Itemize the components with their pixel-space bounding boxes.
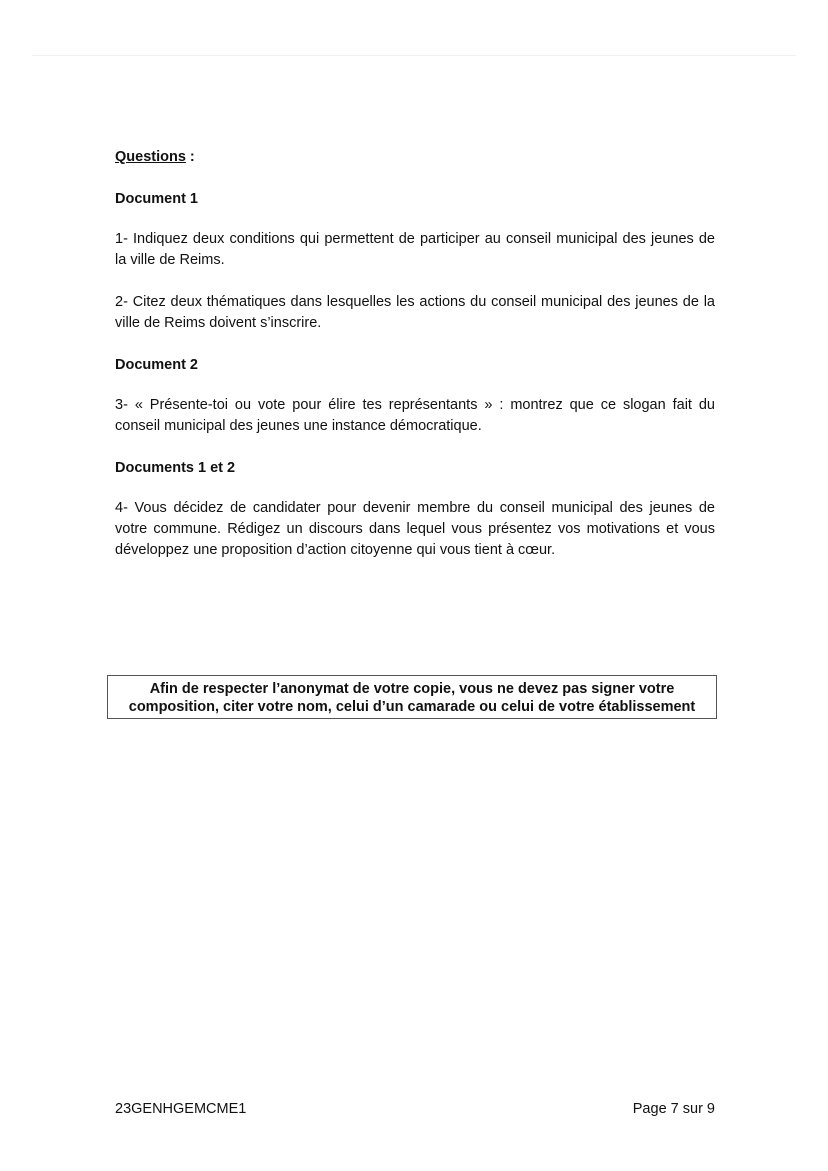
anonymity-notice-text: Afin de respecter l’anonymat de votre copie, vous ne devez pas signer votre composition, citer votre nom, celui d’un camarade ou celui de votre établissement — [128, 681, 696, 715]
questions-suffix: : — [185, 149, 195, 165]
questions-section — [115, 147, 715, 582]
page-number: Page 7 sur 9 — [632, 1101, 715, 1117]
question-1: 1- Indiquez deux conditions qui permettent de participer au conseil municipal des jeunes de la ville de Reims. — [115, 231, 715, 268]
top-divider — [32, 55, 796, 56]
question-2: 2- Citez deux thématiques dans lesquelles les actions du conseil municipal des jeunes de la ville de Reims doivent s’inscrire. — [115, 294, 715, 331]
section-heading-document-1: Document 1 — [115, 191, 198, 207]
section-heading-documents-1-2: Documents 1 et 2 — [115, 460, 236, 476]
questions-label: Questions — [115, 149, 186, 165]
section-heading-document-2: Document 2 — [115, 357, 198, 373]
page-footer — [115, 1099, 715, 1119]
question-3: 3- « Présente-toi ou vote pour élire tes représentants » : montrez que ce slogan fait du conseil municipal des jeunes une instance démocratique. — [115, 397, 715, 434]
question-4: 4- Vous décidez de candidater pour devenir membre du conseil municipal des jeunes de votre commune. Rédigez un discours dans lequel vous présentez vos motivations et vous développez une proposition d’action citoyenne qui vous tient à cœur. — [115, 500, 715, 558]
questions-heading — [115, 147, 715, 167]
exam-code: 23GENHGEMCME1 — [115, 1101, 247, 1117]
anonymity-notice-box — [107, 675, 717, 719]
